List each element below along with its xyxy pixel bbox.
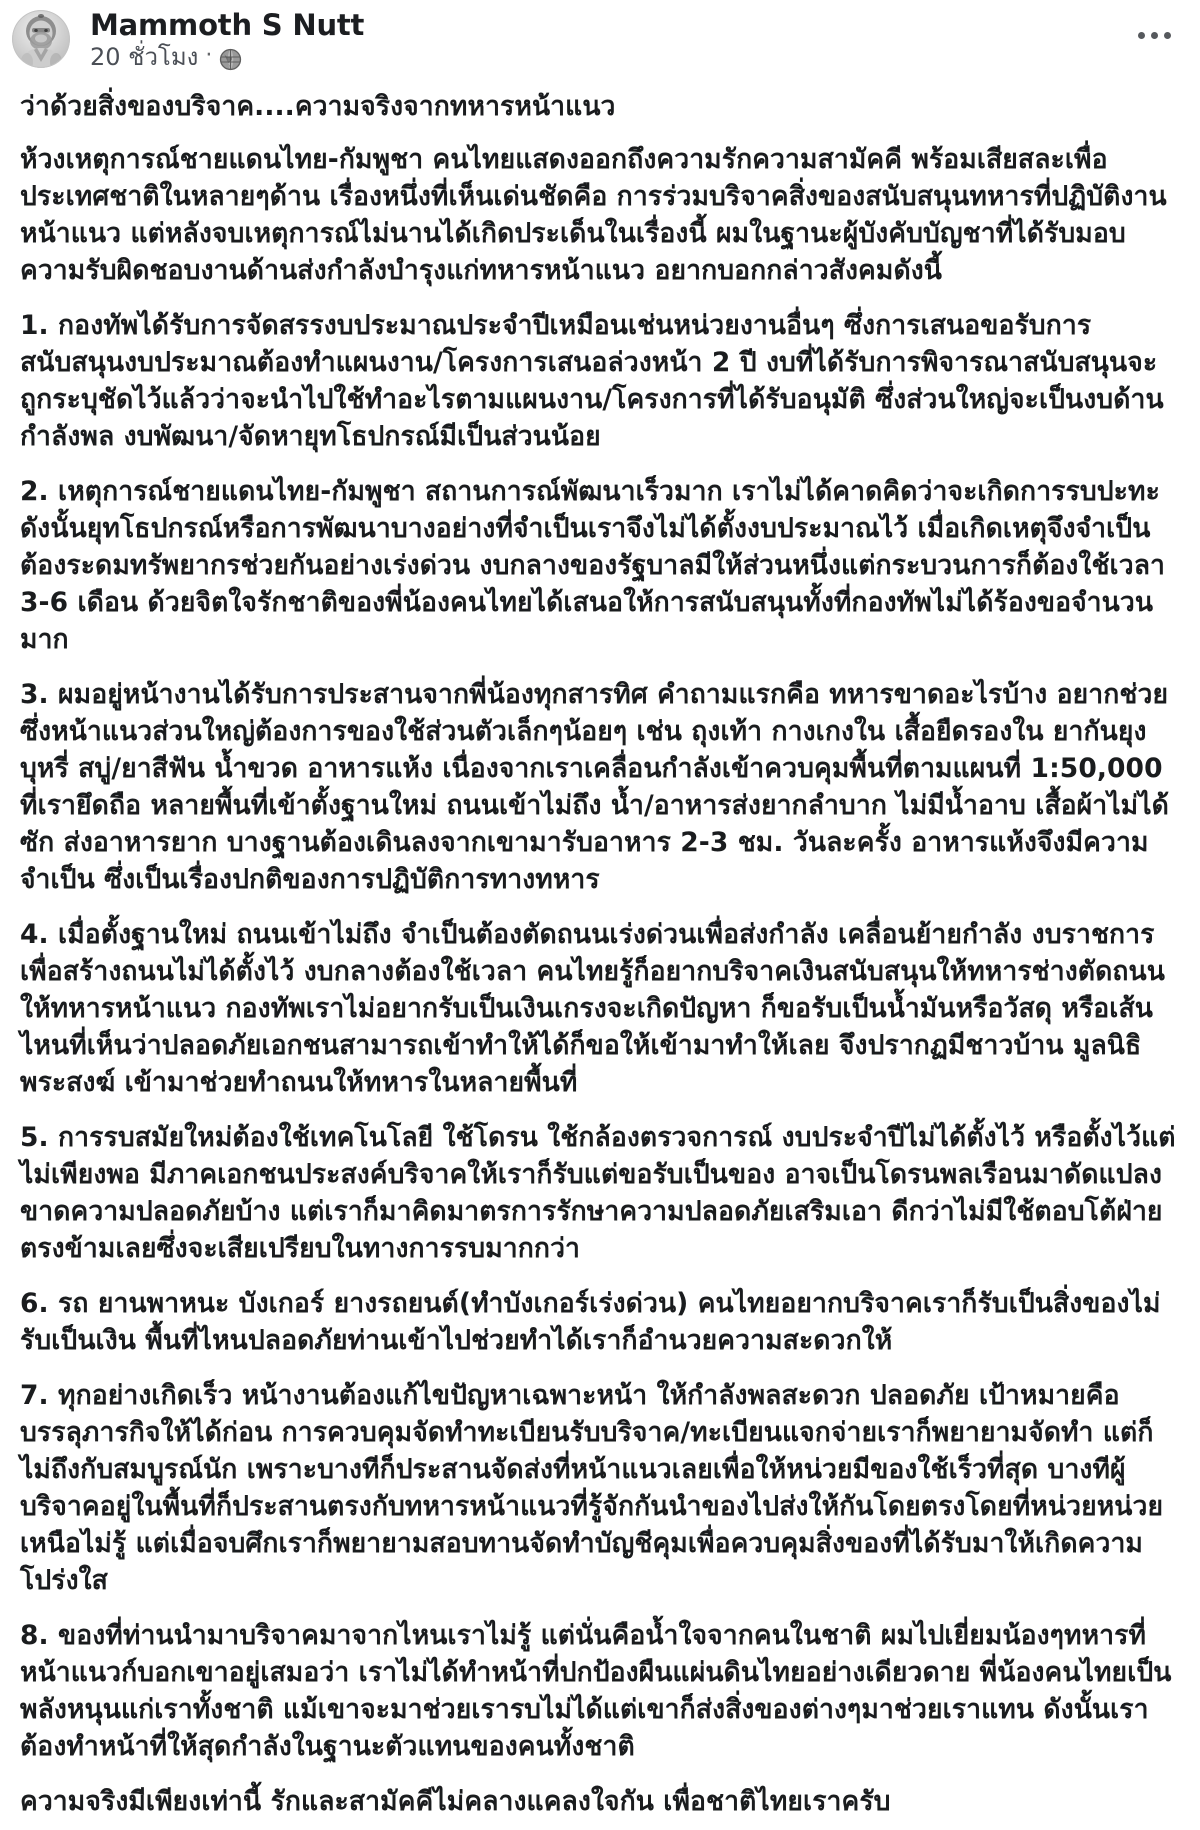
post-options-menu-button[interactable] <box>1130 20 1178 50</box>
post-header-text <box>90 8 364 71</box>
three-dots-menu-icon <box>1138 32 1145 39</box>
avatar[interactable] <box>12 10 70 68</box>
post-point-2: 2. เหตุการณ์ชายแดนไทย-กัมพูชา สถานการณ์พัฒนาเร็วมาก เราไม่ได้คาดคิดว่าจะเกิดการรบปะทะ ดังนั้นยุทโธปกรณ์หรือการพัฒนาบางอย่างที่จำเป็นเราจึงไม่ได้ตั้งงบประมาณไว้ เมื่อเกิดเหตุจึงจำเป็นต้องระดมทรัพยากรช่วยกันอย่างเร่งด่วน งบกลางของรัฐบาลมีให้ส่วนหนึ่งแต่กระบวนการก็ต้องใช้เวลา 3-6 เดือน ด้วยจิตใจรักชาติของพี่น้องคนไทยได้เสนอให้การสนับสนุนทั้งที่กองทัพไม่ได้ร้องขอจำนวนมาก <box>20 476 1166 655</box>
post-point-8: 8. ของที่ท่านนำมาบริจาคมาจากไหนเราไม่รู้ แต่นั่นคือน้ำใจจากคนในชาติ ผมไปเยี่ยมน้องๆทหารที่หน้าแนวก์บอกเขาอยู่เสมอว่า เราไม่ได้ทำหน้าที่ปกป้องผืนแผ่นดินไทยอย่างเดียวดาย พี่น้องคนไทยเป็นพลังหนุนแก่เราทั้งชาติ แม้เขาจะมาช่วยเรารบไม่ได้แต่เขาก็ส่งสิ่งของต่างๆมาช่วยเราแทน ดังนั้นเราต้องทำหน้าที่ให้สุดกำลังในฐานะตัวแทนของคนทั้งชาติ <box>20 1620 1172 1762</box>
user-portrait-avatar-icon <box>12 10 70 68</box>
post-point-6: 6. รถ ยานพาหนะ บังเกอร์ ยางรถยนต์(ทำบังเกอร์เร่งด่วน) คนไทยอยากบริจาคเราก็รับเป็นสิ่งของไม่รับเป็นเงิน พื้นที่ไหนปลอดภัยท่านเข้าไปช่วยทำได้เราก็อำนวยความสะดวกให้ <box>20 1288 1161 1356</box>
post-point-4: 4. เมื่อตั้งฐานใหม่ ถนนเข้าไม่ถึง จำเป็นต้องตัดถนนเร่งด่วนเพื่อส่งกำลัง เคลื่อนย้ายกำลัง งบราชการเพื่อสร้างถนนไม่ได้ตั้งไว้ งบกลางต้องใช้เวลา คนไทยรู้ก็อยากบริจาคเงินสนับสนุนให้ทหารช่างตัดถนนให้ทหารหน้าแนว กองทัพเราไม่อยากรับเป็นเงินเกรงจะเกิดปัญหา ก็ขอรับเป็นน้ำมันหรือวัสดุ หรือเส้นไหนที่เห็นว่าปลอดภัยเอกชนสามารถเข้าทำให้ได้ก็ขอให้เข้ามาทำให้เลย จึงปรากฏมีชาวบ้าน มูลนิธิ พระสงฆ์ เข้ามาช่วยทำถนนให้ทหารในหลายพื้นที่ <box>20 919 1165 1098</box>
post-point-1: 1. กองทัพได้รับการจัดสรรงบประมาณประจำปีเหมือนเช่นหน่วยงานอื่นๆ ซึ่งการเสนอขอรับการสนับสนุนงบประมาณต้องทำแผนงาน/โครงการเสนอล่วงหน้า 2 ปี งบที่ได้รับการพิจารณาสนับสนุนจะถูกระบุชัดไว้แล้วว่าจะนำไปใช้ทำอะไรตามแผนงาน/โครงการที่ได้รับอนุมัติ ซึ่งส่วนใหญ่จะเป็นงบด้านกำลังพล งบพัฒนา/จัดหายุทโธปกรณ์มีเป็นส่วนน้อย <box>20 310 1164 452</box>
post-point-5: 5. การรบสมัยใหม่ต้องใช้เทคโนโลยี ใช้โดรน ใช้กล้องตรวจการณ์ งบประจำปีไม่ได้ตั้งไว้ หรือตั้งไว้แต่ไม่เพียงพอ มีภาคเอกชนประสงค์บริจาคให้เราก็รับแต่ขอรับเป็นของ อาจเป็นโดรนพลเรือนมาดัดแปลงขาดความปลอดภัยบ้าง แต่เราก็มาคิดมาตรการรักษาความปลอดภัยเสริมเอา ดีกว่าไม่มีใช้ตอบโต้ฝ่ายตรงข้ามเลยซึ่งจะเสียเปรียบในทางการรบมากกว่า <box>20 1122 1176 1264</box>
post-title-line: ว่าด้วยสิ่งของบริจาค....ความจริงจากทหารหน้าแนว <box>20 91 616 122</box>
meta-separator: · <box>205 42 213 68</box>
post-body <box>0 74 1200 1830</box>
post-closing-line: ความจริงมีเพียงเท่านี้ รักและสามัคคีไม่คลางแคลงใจกัน เพื่อชาติไทยเราครับ <box>20 1786 891 1817</box>
post-point-3: 3. ผมอยู่หน้างานได้รับการประสานจากพี่น้องทุกสารทิศ คำถามแรกคือ ทหารขาดอะไรบ้าง อยากช่วย ซึ่งหน้าแนวส่วนใหญ่ต้องการของใช้ส่วนตัวเล็กๆน้อยๆ เช่น ถุงเท้า กางเกงใน เสื้อยืดรองใน ยากันยุง บุหรี่ สบู่/ยาสีฟัน น้ำขวด อาหารแห้ง เนื่องจากเราเคลื่อนกำลังเข้าควบคุมพื้นที่ตามแผนที่ 1:50,000 ที่เรายึดถือ หลายพื้นที่เข้าตั้งฐานใหม่ ถนนเข้าไม่ถึง น้ำ/อาหารส่งยากลำบาก ไม่มีน้ำอาบ เสื้อผ้าไม่ได้ซัก ส่งอาหารยาก บางฐานต้องเดินลงจากเขามารับอาหาร 2-3 ชม. วันละครั้ง อาหารแห้งจึงมีความจำเป็น ซึ่งเป็นเรื่องปกติของการปฏิบัติการทางทหาร <box>20 679 1169 895</box>
post-point-7: 7. ทุกอย่างเกิดเร็ว หน้างานต้องแก้ไขปัญหาเฉพาะหน้า ให้กำลังพลสะดวก ปลอดภัย เป้าหมายคือ บรรลุภารกิจให้ได้ก่อน การควบคุมจัดทำทะเบียนรับบริจาค/ทะเบียนแจกจ่ายเราก็พยายามจัดทำ แต่ก็ไม่ถึงกับสมบูรณ์นัก เพราะบางทีก็ประสานจัดส่งที่หน้าแนวเลยเพื่อให้หน่วยมีของใช้เร็วที่สุด บางทีผู้บริจาคอยู่ในพื้นที่ก็ประสานตรงกับทหารหน้าแนวที่รู้จักกันนำของไปส่งให้กันโดยตรงโดยที่หน่วยหน่วยเหนือไม่รู้ แต่เมื่อจบศึกเราก็พยายามสอบทานจัดทำบัญชีคุมเพื่อควบคุมสิ่งของที่ได้รับมาให้เกิดความโปร่งใส <box>20 1380 1164 1596</box>
post-intro-paragraph: ห้วงเหตุการณ์ชายแดนไทย-กัมพูชา คนไทยแสดงออกถึงความรักความสามัคคี พร้อมเสียสละเพื่อประเทศชาติในหลายๆด้าน เรื่องหนึ่งที่เห็นเด่นชัดคือ การร่วมบริจาคสิ่งของสนับสนุนทหารที่ปฏิบัติงานหน้าแนว แต่หลังจบเหตุการณ์ไม่นานได้เกิดประเด็นในเรื่องนี้ ผมในฐานะผู้บังคับบัญชาที่ได้รับมอบความรับผิดชอบงานด้านส่งกำลังบำรุงแก่ทหารหน้าแนว อยากบอกกล่าวสังคมดังนี้ <box>20 144 1167 286</box>
three-dots-menu-icon-2 <box>1151 32 1158 39</box>
globe-public-icon[interactable] <box>219 48 242 71</box>
post-meta <box>90 44 364 70</box>
post-timestamp[interactable]: 20 ชั่วโมง <box>90 43 199 72</box>
post-header <box>0 0 1200 74</box>
three-dots-menu-icon-3 <box>1164 32 1171 39</box>
author-name[interactable]: Mammoth S Nutt <box>90 8 365 42</box>
